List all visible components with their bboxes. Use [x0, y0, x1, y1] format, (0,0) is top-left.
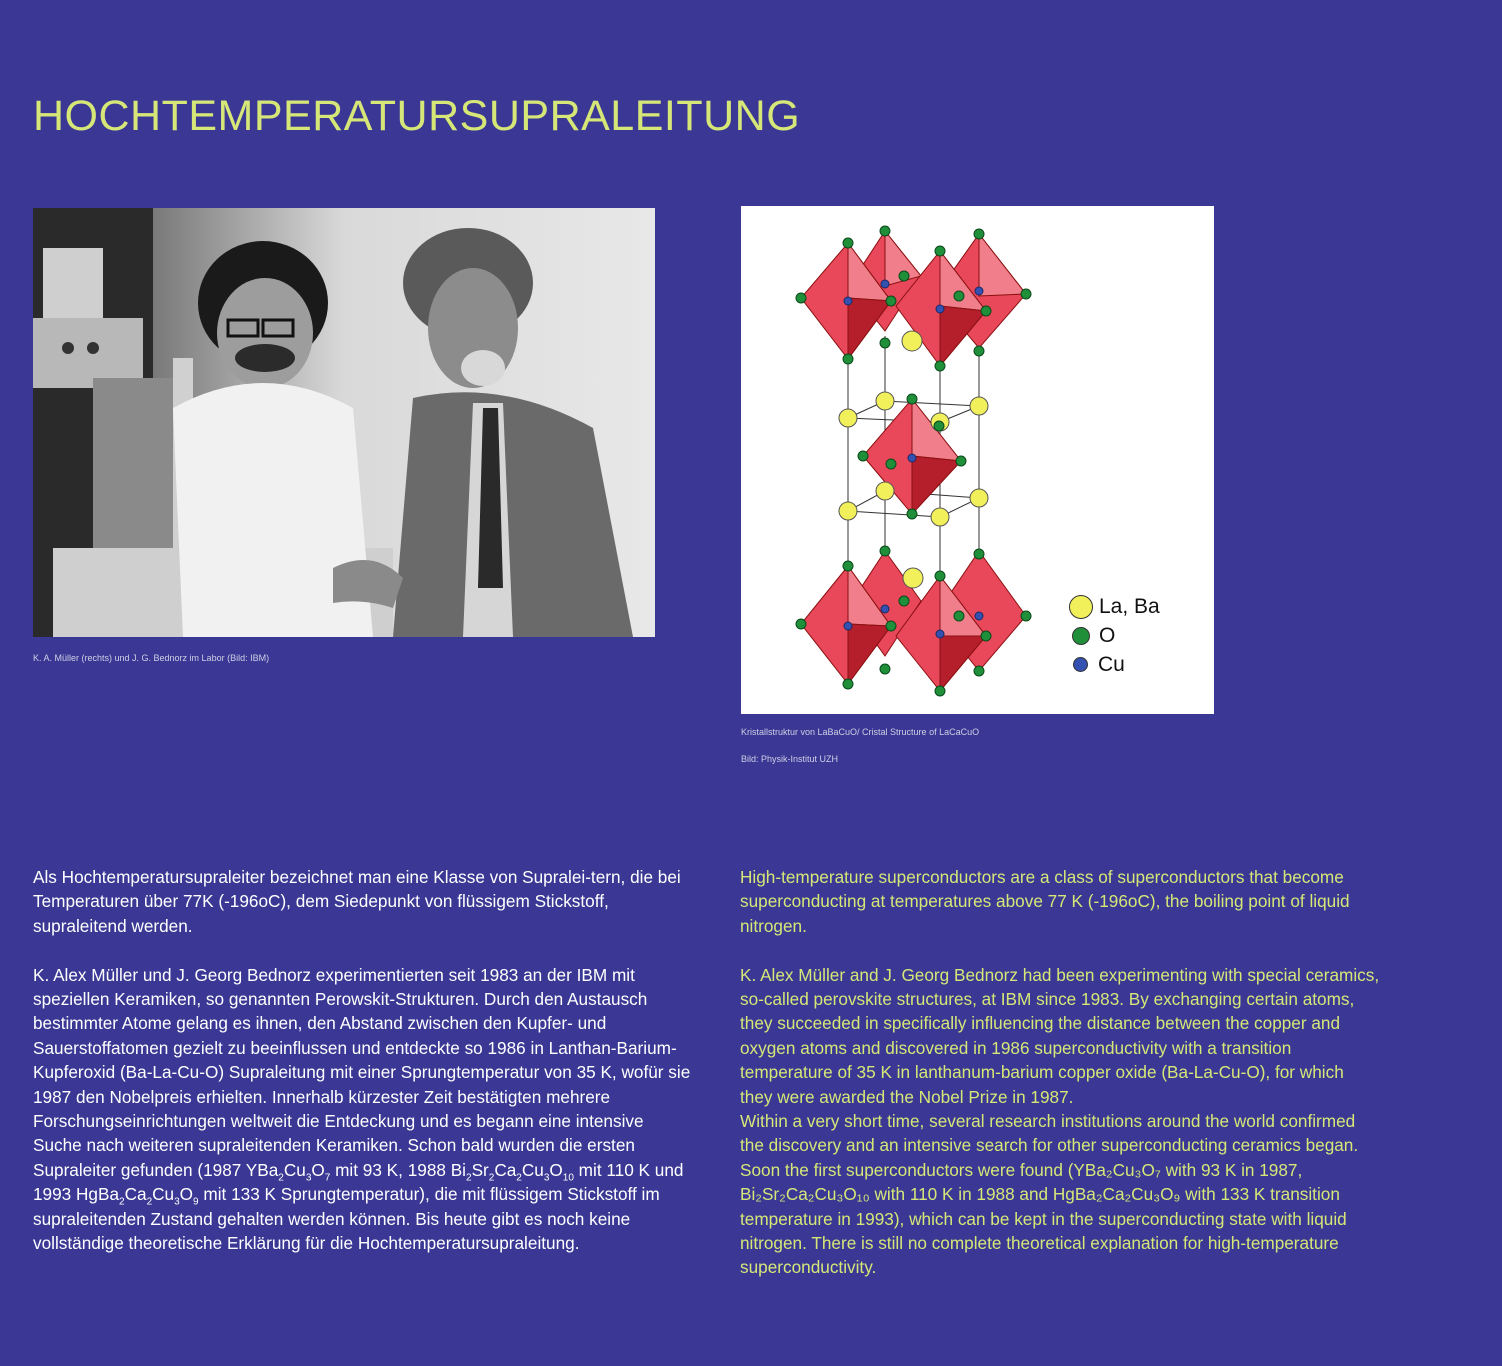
blue-dot-icon	[1073, 657, 1088, 672]
legend-label: La, Ba	[1099, 594, 1160, 618]
crystal-legend	[1069, 592, 1160, 679]
legend-label: O	[1099, 623, 1116, 647]
english-paragraph-1: High-temperature superconductors are a class of superconductors that become superconducting at temperatures above 77 K (-196oC), the boiling point of liquid nitrogen.	[740, 867, 1350, 936]
legend-item-o	[1069, 621, 1160, 650]
photo-caption: K. A. Müller (rechts) und J. G. Bednorz im Labor (Bild: IBM)	[33, 653, 270, 663]
legend-item-la-ba	[1069, 592, 1160, 621]
lab-photo	[33, 208, 655, 637]
german-text-column	[33, 865, 693, 1280]
legend-item-cu	[1069, 650, 1160, 679]
yellow-dot-icon	[1069, 595, 1093, 619]
english-paragraph-3: Within a very short time, several research institutions around the world confirmed the discovery and an intensive search for other superconducting ceramics began. Soon the first superconductors were found (YBa₂Cu₃O₇ with 93 K in 1987, Bi₂Sr₂Ca₂Cu₃O₁₀ with 110 K in 1988 and HgBa₂Ca₂Cu₃O₉ with 133 K transition temperature in 1993), which can be kept in the superconducting state with liquid nitrogen. There is still no complete theoretical explanation for high-temperature superconductivity.	[740, 1111, 1359, 1278]
page-title: HOCHTEMPERATURSUPRALEITUNG	[33, 92, 801, 140]
german-paragraph-1: Als Hochtemperatursupraleiter bezeichnet man eine Klasse von Supralei-tern, die bei Temperaturen über 77K (-196oC), dem Siedepunkt von flüssigem Stickstoff, supraleitend werden.	[33, 867, 681, 936]
crystal-credit: Bild: Physik-Institut UZH	[741, 754, 839, 764]
green-dot-icon	[1072, 627, 1090, 645]
crystal-caption: Kristallstruktur von LaBaCuO/ Cristal Structure of LaCaCuO	[741, 727, 980, 737]
german-paragraph-2: K. Alex Müller und J. Georg Bednorz experimentierten seit 1983 an der IBM mit speziellen Keramiken, so genannten Perowskit-Strukturen. Durch den Austausch bestimmter Atome gelang es ihnen, den Abstand zwischen den Kupfer- und Sauerstoffatomen gezielt zu beeinflussen und entdeckte so 1986 in Lanthan-Barium-Kupferoxid (Ba-La-Cu-O) Supraleitung mit einer Sprungtemperatur von 35 K, wofür sie 1987 den Nobelpreis erhielten. Innerhalb kürzester Zeit bestätigten mehrere Forschungseinrichtungen weltweit die Entdeckung und es begann eine intensive Suche nach weiteren supraleitenden Keramiken. Schon bald wurden die ersten Supraleiter gefunden (1987 $YBa_2Cu_3O_7$ mit 93 K, 1988 $Bi_2Sr_2Ca_2Cu_3O_{10}$ mit 110 K und 1993 $HgBa_2Ca_2Cu_3O_9$ mit 133 K Sprungtemperatur), die mit flüssigem Stickstoff im supraleitenden Zustand gehalten werden können. Bis heute gibt es noch keine vollständige theoretische Erklärung für die Hochtemperatursupraleitung.	[33, 964, 691, 1254]
legend-label: Cu	[1098, 652, 1125, 676]
english-text-column	[740, 865, 1380, 1304]
english-paragraph-2: K. Alex Müller and J. Georg Bednorz had been experimenting with special ceramics, so-called perovskite structures, at IBM since 1983. By exchanging certain atoms, they succeeded in specifically influencing the distance between the copper and oxygen atoms and discovered in 1986 superconductivity with a transition temperature of 35 K in lanthanum-barium copper oxide (Ba-La-Cu-O), for which they were awarded the Nobel Prize in 1987.	[740, 964, 1380, 1107]
